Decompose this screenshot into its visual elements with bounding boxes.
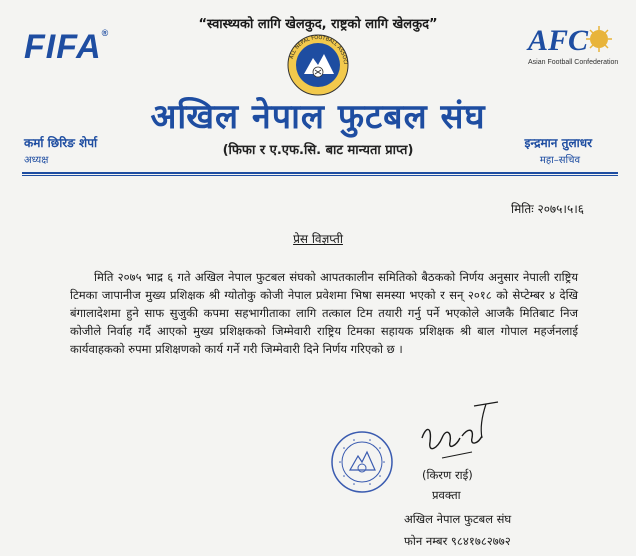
general-secretary-name: इन्द्रमान तुलाधर [524, 136, 592, 150]
signatory-role: प्रवक्ता [432, 488, 461, 502]
president-title: अध्यक्ष [24, 155, 49, 166]
motto: “स्वास्थ्यको लागि खेलकुद, राष्ट्रको लागि खेलकुद” [198, 17, 438, 32]
header-divider [22, 172, 618, 174]
official-stamp-icon [330, 430, 394, 494]
signature-icon [412, 398, 504, 468]
signatory-name: (किरण राई) [422, 468, 473, 482]
press-release-body [70, 268, 578, 358]
press-release-title: प्रेस विज्ञप्ती [293, 232, 343, 246]
afc-logo-mark: AFC [528, 24, 589, 57]
contact-phone: फोन नम्बर ९८४१७८२७७२ [404, 534, 511, 548]
body-paragraph: मिति २०७५ भाद्र ६ गते अखिल नेपाल फुटबल संघको आपतकालीन समितिको बैठकको निर्णय अनुसार नेपाली राष्ट्रिय टिमका जापानीज मुख्य प्रशिक्षक श्री ग्योतोकु कोजी नेपाल प्रवेशमा भिषा समस्या भएको र सन् २०१८ को सेप्टेम्बर ४ देखि बंगालादेशमा हुने साफ सुजुकी कपमा सहभागीताका लागि तत्काल टिम तयारी गर्नु पर्ने भएकोले आजकै मितिबाट निज कोजीले निर्वाह गर्दै आएको मुख्य प्रशिक्षकको जिम्मेवारी राष्ट्रिय टिमका सहायक प्रशिक्षक श्री बाल गोपाल महर्जनलाई कार्यवाहकको रुपमा प्रशिक्षणको कार्य गर्ने गरी जिम्मेवारी दिने निर्णय गरिएको छ । [70, 270, 578, 356]
header-divider-thin [22, 175, 618, 176]
afc-sun-icon [586, 26, 612, 52]
signatory-organization: अखिल नेपाल फुटबल संघ [404, 512, 512, 526]
svg-text:ALL NEPAL FOOTBALL ASSOCIATION: ALL NEPAL FOOTBALL ASSOCI [288, 34, 349, 65]
general-secretary-title: महा–सचिव [539, 155, 580, 166]
letter-date: मितिः २०७५।५।६ [510, 202, 584, 216]
afc-name: Asian Football Confederation [528, 59, 619, 66]
president-name: कर्मा छिरिङ शेर्पा [24, 136, 98, 150]
organization-subtitle: (फिफा र ए.एफ.सि. बाट मान्यता प्राप्त) [222, 143, 414, 158]
afc-logo [528, 26, 620, 76]
association-seal-icon [282, 34, 354, 96]
fifa-logo: FIFA® [24, 28, 110, 66]
organization-title: अखिल नेपाल फुटबल संघ [150, 97, 486, 137]
